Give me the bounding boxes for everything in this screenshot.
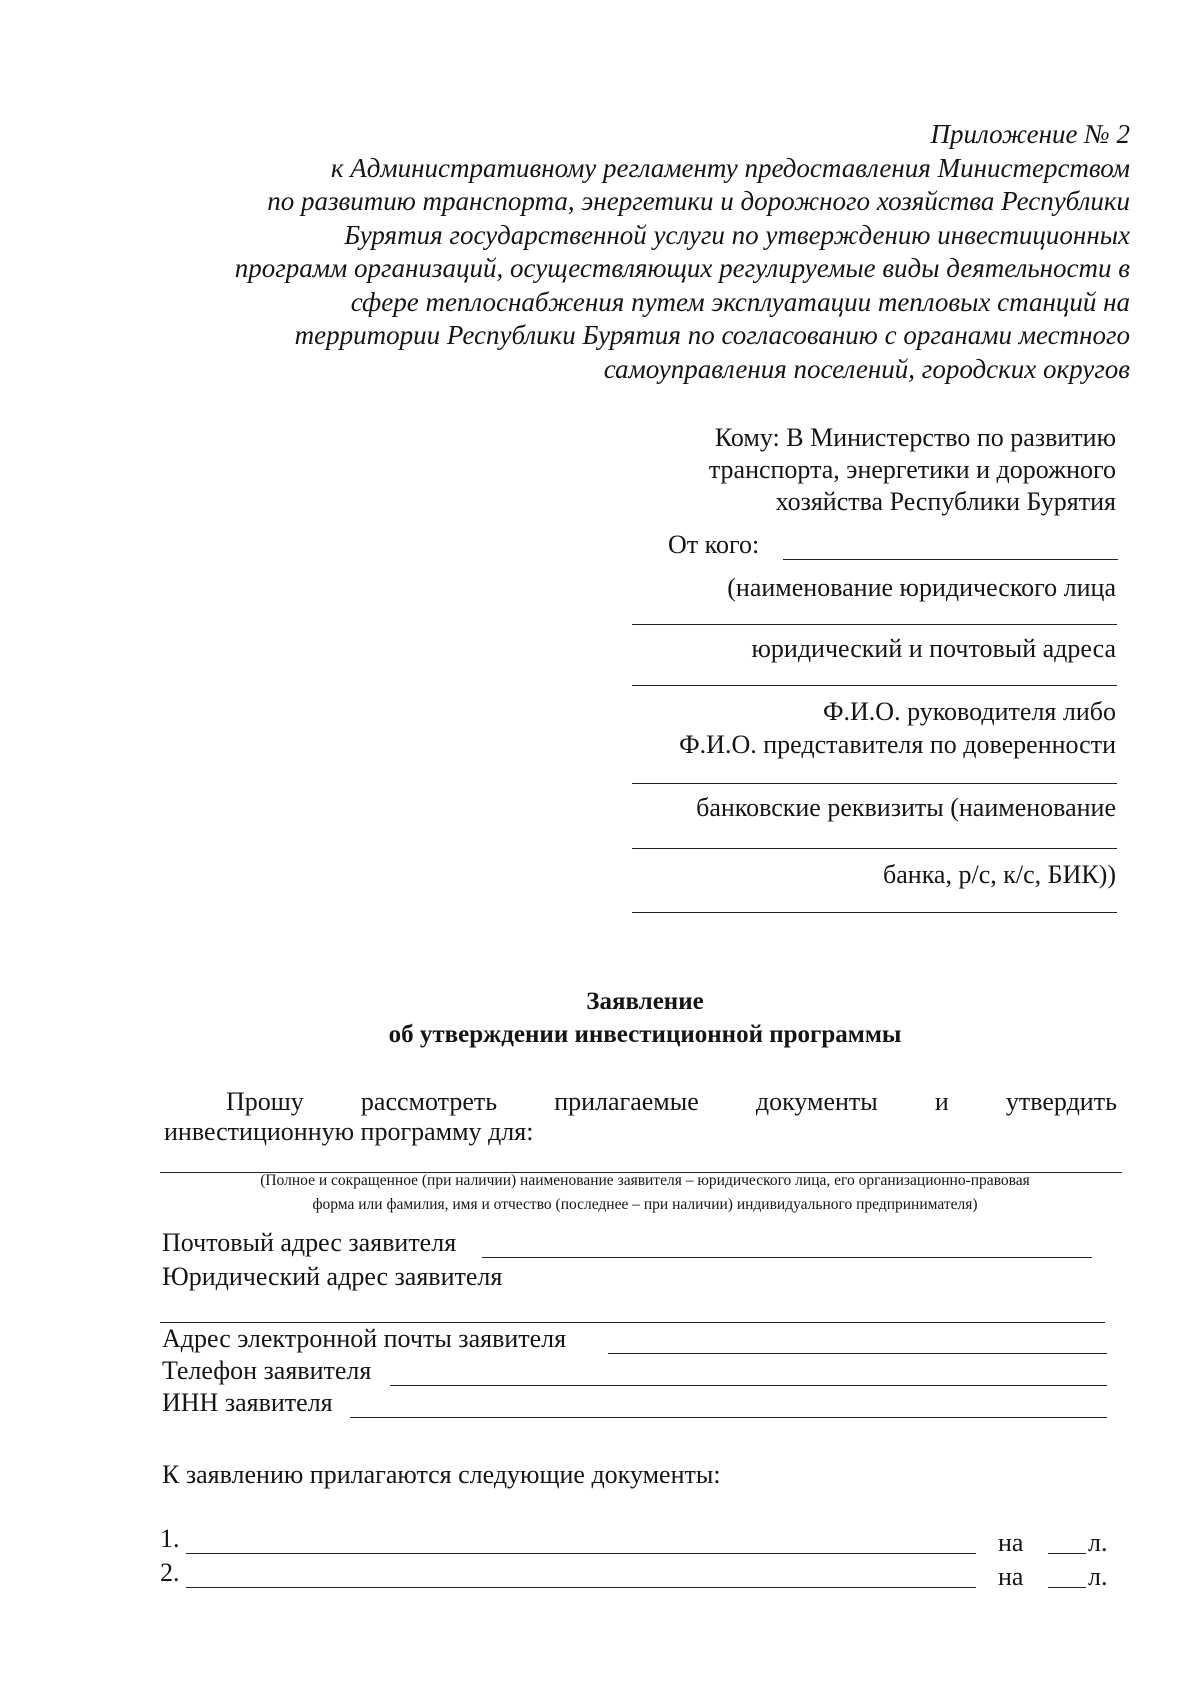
attachment-name-blank[interactable] xyxy=(186,1587,976,1588)
bank-caption: банка, р/с, к/с, БИК)) xyxy=(883,860,1116,889)
attachments-heading: К заявлению прилагаются следующие документы: xyxy=(162,1460,721,1489)
attachment-number: 1. xyxy=(160,1524,180,1553)
appendix-line: программ организаций, осуществляющих регулируемые виды деятельности в xyxy=(234,253,1130,283)
addressee-to xyxy=(630,422,1116,518)
addressee-to-line: транспорта, энергетики и дорожного xyxy=(708,455,1116,484)
request-word: документы xyxy=(755,1087,878,1116)
appendix-line: самоуправления поселений, городских округов xyxy=(603,353,1130,384)
attachment-na: на xyxy=(998,1562,1024,1591)
applicant-caption: форма или фамилия, имя и отчество (последнее – при наличии) индивидуального предпринимателя) xyxy=(312,1196,978,1213)
appendix-line: сфере теплоснабжения путем эксплуатации тепловых станций на xyxy=(350,286,1130,317)
inn-blank[interactable] xyxy=(350,1417,1107,1418)
appendix-line: по развитию транспорта, энергетики и дорожного хозяйства Республики xyxy=(267,186,1130,216)
legal-address-label: Юридический адрес заявителя xyxy=(162,1262,503,1291)
email-label: Адрес электронной почты заявителя xyxy=(162,1324,567,1353)
inn-field[interactable] xyxy=(162,1388,1107,1420)
request-word: прилагаемые xyxy=(554,1087,699,1116)
from-field[interactable] xyxy=(668,530,1118,562)
appendix-line: Бурятия государственной услуги по утверждению инвестиционных xyxy=(344,219,1130,250)
inn-label: ИНН заявителя xyxy=(162,1388,333,1417)
head-caption: Ф.И.О. руководителя либо xyxy=(822,697,1116,726)
legal-name-caption: (наименование юридического лица xyxy=(727,573,1116,602)
attachment-pages-blank[interactable] xyxy=(1048,1587,1086,1588)
from-blank[interactable] xyxy=(783,559,1118,560)
appendix-line: территории Республики Бурятия по согласованию с органами местного xyxy=(294,320,1130,350)
email-blank[interactable] xyxy=(608,1353,1107,1354)
attachment-na: на xyxy=(998,1528,1024,1557)
bank-blank-1[interactable] xyxy=(632,848,1117,849)
head-caption: Ф.И.О. представителя по доверенности xyxy=(679,730,1116,759)
address-caption: юридический и почтовый адреса xyxy=(751,634,1116,663)
request-word: рассмотреть xyxy=(360,1087,498,1116)
request-word: Прошу xyxy=(226,1087,304,1116)
attachment-l: л. xyxy=(1088,1562,1108,1591)
bank-blank-2[interactable] xyxy=(632,912,1117,913)
addressee-to-line: хозяйства Республики Бурятия xyxy=(775,487,1116,516)
attachment-number: 2. xyxy=(160,1558,180,1587)
head-blank[interactable] xyxy=(632,783,1117,784)
attachment-pages-blank[interactable] xyxy=(1048,1553,1086,1554)
email-field[interactable] xyxy=(162,1324,1107,1356)
attachment-name-blank[interactable] xyxy=(186,1553,976,1554)
addressee-to-line: Кому: В Министерство по развитию xyxy=(714,423,1116,452)
postal-address-field[interactable] xyxy=(162,1228,1092,1260)
phone-field[interactable] xyxy=(162,1356,1107,1388)
phone-blank[interactable] xyxy=(390,1385,1107,1386)
appendix-line: к Административному регламенту предоставления Министерством xyxy=(330,152,1130,183)
postal-address-blank[interactable] xyxy=(482,1257,1092,1258)
applicant-caption: (Полное и сокращенное (при наличии) наименование заявителя – юридического лица, его организационно-правовая xyxy=(260,1172,1030,1189)
phone-label: Телефон заявителя xyxy=(162,1356,372,1385)
legal-address-field xyxy=(162,1262,1107,1294)
postal-address-label: Почтовый адрес заявителя xyxy=(162,1228,457,1257)
document-title: Заявление xyxy=(586,988,704,1015)
request-line-2: инвестиционную программу для: xyxy=(164,1117,534,1146)
bank-caption: банковские реквизиты (наименование xyxy=(696,793,1116,822)
from-label: От кого: xyxy=(668,530,760,559)
legal-address-blank[interactable] xyxy=(160,1322,1105,1323)
document-subtitle: об утверждении инвестиционной программы xyxy=(388,1021,902,1048)
attachment-l: л. xyxy=(1088,1528,1108,1557)
request-word: и xyxy=(934,1087,949,1116)
legal-name-blank[interactable] xyxy=(632,624,1117,625)
attachment-item[interactable] xyxy=(160,1558,1120,1590)
address-blank[interactable] xyxy=(632,685,1117,686)
attachment-item[interactable] xyxy=(160,1524,1120,1556)
appendix-line: Приложение № 2 xyxy=(930,119,1130,149)
appendix-header xyxy=(150,118,1130,386)
request-line-1 xyxy=(164,1087,1117,1117)
request-word: утвердить xyxy=(1005,1087,1117,1116)
